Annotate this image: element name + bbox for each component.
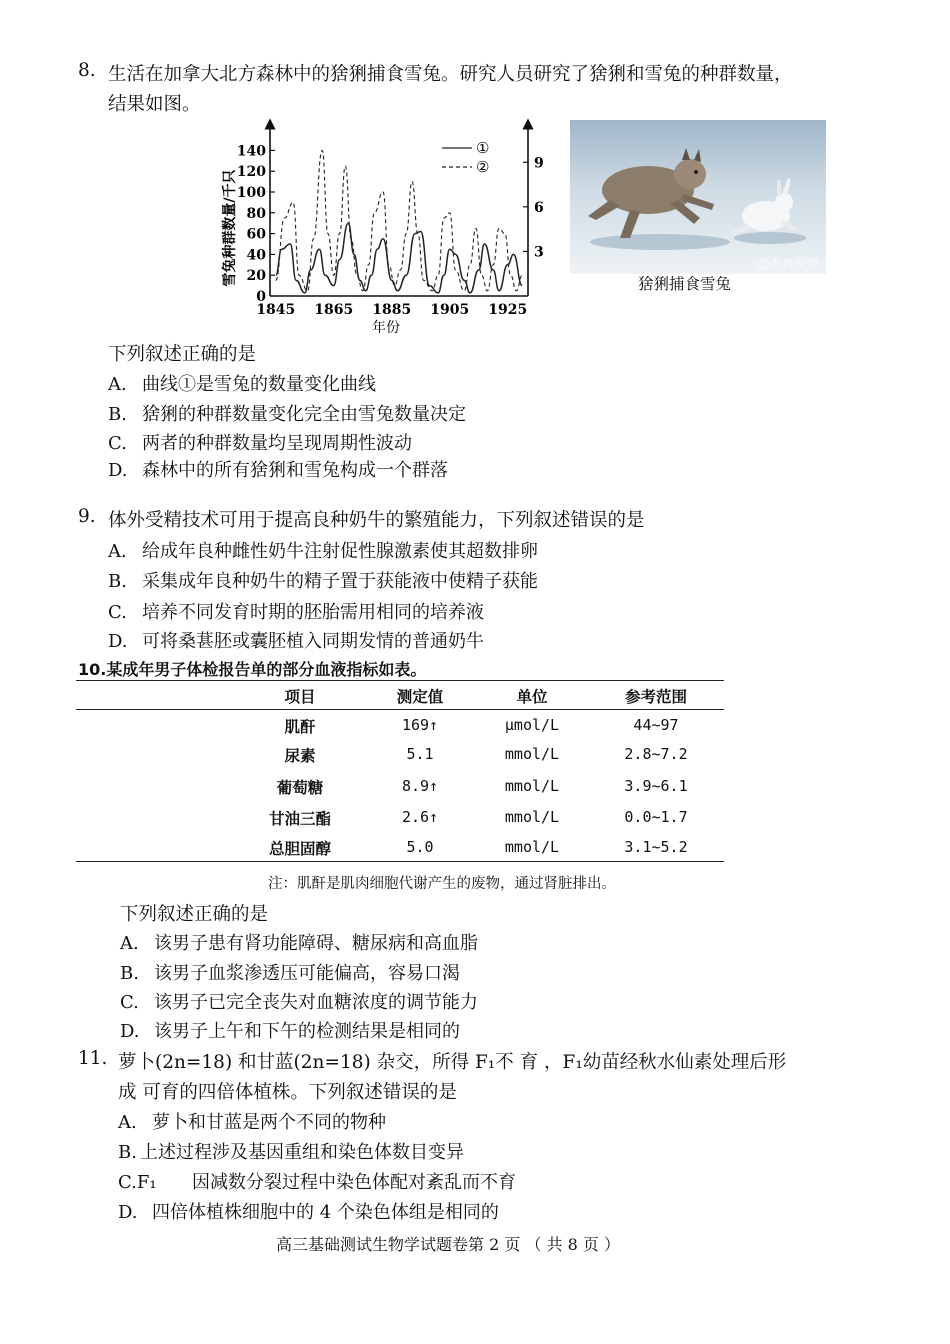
photo-watermark: @浙教视野 xyxy=(757,257,818,271)
q9-number: 9. xyxy=(78,506,96,527)
q8-stem: 下列叙述正确的是 xyxy=(108,344,257,365)
q10-option-b: B. 该男子血浆渗透压可能偏高，容易口渴 xyxy=(120,963,460,984)
q10-option-d: D. 该男子上午和下午的检测结果是相同的 xyxy=(120,1021,460,1042)
table-row-range: 44~97 xyxy=(633,716,679,734)
x-tick-label: 1865 xyxy=(314,302,354,318)
chart-ylabel: 雪兔种群数量/千只 xyxy=(222,169,238,287)
y-tick-label-left: 100 xyxy=(236,185,266,201)
q9-option-d: D. 可将桑葚胚或囊胚植入同期发情的普通奶牛 xyxy=(108,631,484,652)
legend-entry-2: ② xyxy=(476,158,490,176)
table-row-unit: mmol/L xyxy=(504,777,560,795)
q11-text-line1: 萝卜(2n=18) 和甘蓝(2n=18) 杂交，所得 F₁不 育 ，F₁幼苗经秋水仙素处理后形 xyxy=(118,1052,787,1073)
q10-option-c: C. 该男子已完全丧失对血糖浓度的调节能力 xyxy=(120,992,478,1013)
lynx-hunting-hare-photo xyxy=(570,120,826,274)
table-header-unit: 单位 xyxy=(516,688,548,706)
y-tick-label-left: 80 xyxy=(246,205,266,222)
table-row-value: 2.6↑ xyxy=(401,808,439,826)
x-tick-label: 1925 xyxy=(488,302,528,318)
q8-option-d: D. 森林中的所有猞猁和雪兔构成一个群落 xyxy=(108,460,448,481)
table-note: 注：肌酐是肌肉细胞代谢产生的废物，通过肾脏排出。 xyxy=(268,876,616,892)
q11-option-d: D. 四倍体植株细胞中的 4 个染色体组是相同的 xyxy=(118,1202,499,1223)
q9-option-a: A. 给成年良种雌性奶牛注射促性腺激素使其超数排卵 xyxy=(108,541,538,562)
q11-text-line2: 成 可育的四倍体植株。下列叙述错误的是 xyxy=(118,1082,457,1103)
y-tick-label-left: 120 xyxy=(236,164,266,181)
table-row-value: 5.1 xyxy=(406,745,434,763)
y-tick-label-right: 6 xyxy=(534,199,544,216)
table-row-item: 总胆固醇 xyxy=(268,840,331,858)
table-row-unit: mmol/L xyxy=(504,838,560,856)
table-row-range: 0.0~1.7 xyxy=(624,808,688,826)
chart-legend xyxy=(442,139,489,176)
table-bottom-rule xyxy=(76,861,724,862)
x-tick-label: 1845 xyxy=(256,302,296,318)
table-header-item: 项目 xyxy=(284,688,316,706)
q10-stem: 下列叙述正确的是 xyxy=(120,904,269,925)
y-tick-label-left: 40 xyxy=(246,247,266,264)
table-row-item: 葡萄糖 xyxy=(276,779,324,797)
legend-entry-1: ① xyxy=(476,139,490,157)
y-tick-label-left: 20 xyxy=(246,268,266,285)
table-header-range: 参考范围 xyxy=(624,688,687,706)
population-chart xyxy=(214,118,546,342)
y-tick-label-left: 140 xyxy=(236,143,266,160)
table-row-item: 肌酐 xyxy=(284,718,316,736)
y-tick-label-right: 3 xyxy=(534,244,544,261)
q9-stem: 体外受精技术可用于提高良种奶牛的繁殖能力，下列叙述错误的是 xyxy=(108,510,645,531)
table-row-range: 2.8~7.2 xyxy=(624,745,688,763)
x-tick-label: 1885 xyxy=(372,302,412,318)
table-row-unit: mmol/L xyxy=(504,808,560,826)
table-top-rule xyxy=(76,680,724,681)
chart-xlabel: 年份 xyxy=(372,320,400,336)
q9-option-c: C. 培养不同发育时期的胚胎需用相同的培养液 xyxy=(108,602,484,623)
table-row-value: 8.9↑ xyxy=(401,777,439,795)
table-row-item: 尿素 xyxy=(284,747,316,765)
table-row-range: 3.9~6.1 xyxy=(624,777,688,795)
table-row-item: 甘油三酯 xyxy=(268,810,331,828)
q8-number: 8. xyxy=(78,60,96,81)
table-row-value: 169↑ xyxy=(401,716,439,734)
q8-option-c: C. 两者的种群数量均呈现周期性波动 xyxy=(108,433,412,454)
table-row-unit: mmol/L xyxy=(504,745,560,763)
x-tick-label: 1905 xyxy=(430,302,470,318)
q11-number: 11. xyxy=(78,1048,108,1069)
table-row-unit: μmol/L xyxy=(504,716,560,734)
y-tick-label-left: 0 xyxy=(256,289,266,305)
page-footer: 高三基础测试生物学试题卷第 2 页 （ 共 8 页 ） xyxy=(276,1235,620,1254)
photo-caption: 猞猁捕食雪兔 xyxy=(638,275,732,293)
q8-text-line2: 结果如图。 xyxy=(108,94,201,115)
q8-option-b: B. 猞猁的种群数量变化完全由雪兔数量决定 xyxy=(108,404,466,425)
table-header-value: 测定值 xyxy=(396,688,444,706)
q11-option-a: A. 萝卜和甘蓝是两个不同的物种 xyxy=(118,1112,386,1133)
table-row-range: 3.1~5.2 xyxy=(624,838,688,856)
q8-text-line1: 生活在加拿大北方森林中的猞猁捕食雪兔。研究人员研究了猞猁和雪兔的种群数量， xyxy=(108,64,793,85)
q8-option-a: A. 曲线①是雪兔的数量变化曲线 xyxy=(108,374,376,395)
y-tick-label-left: 60 xyxy=(246,226,266,243)
q11-option-b: B. 上述过程涉及基因重组和染色体数目变异 xyxy=(118,1142,464,1163)
q10-title: 10.某成年男子体检报告单的部分血液指标如表。 xyxy=(78,660,427,679)
y-tick-label-right: 9 xyxy=(534,155,544,172)
series-line-1 xyxy=(276,223,522,293)
q9-option-b: B. 采集成年良种奶牛的精子置于获能液中使精子获能 xyxy=(108,571,538,592)
q10-option-a: A. 该男子患有肾功能障碍、糖尿病和高血脂 xyxy=(120,933,478,954)
q11-option-c: C.F₁ 因减数分裂过程中染色体配对紊乱而不育 xyxy=(118,1172,516,1193)
table-header-rule xyxy=(76,709,724,710)
table-row-value: 5.0 xyxy=(406,838,434,856)
